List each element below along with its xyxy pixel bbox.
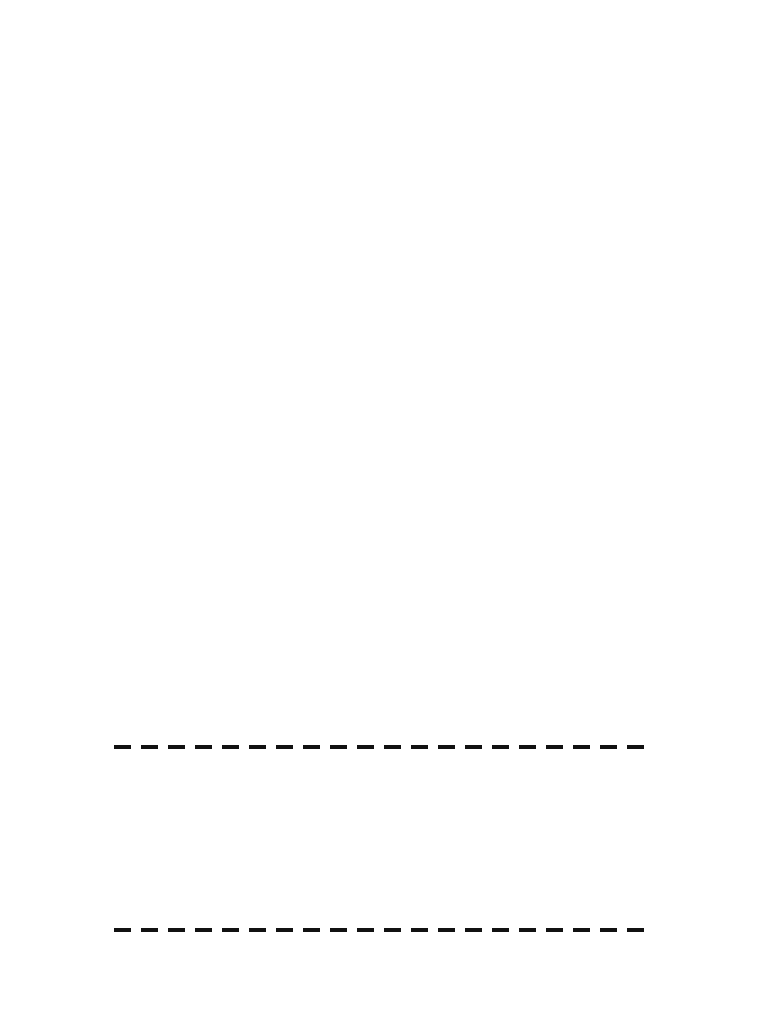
omop-heading bbox=[114, 768, 122, 822]
discovery-logo bbox=[276, 84, 496, 150]
section-divider bbox=[114, 745, 648, 749]
omo-heading bbox=[114, 618, 122, 672]
section-divider-bottom bbox=[114, 928, 648, 932]
